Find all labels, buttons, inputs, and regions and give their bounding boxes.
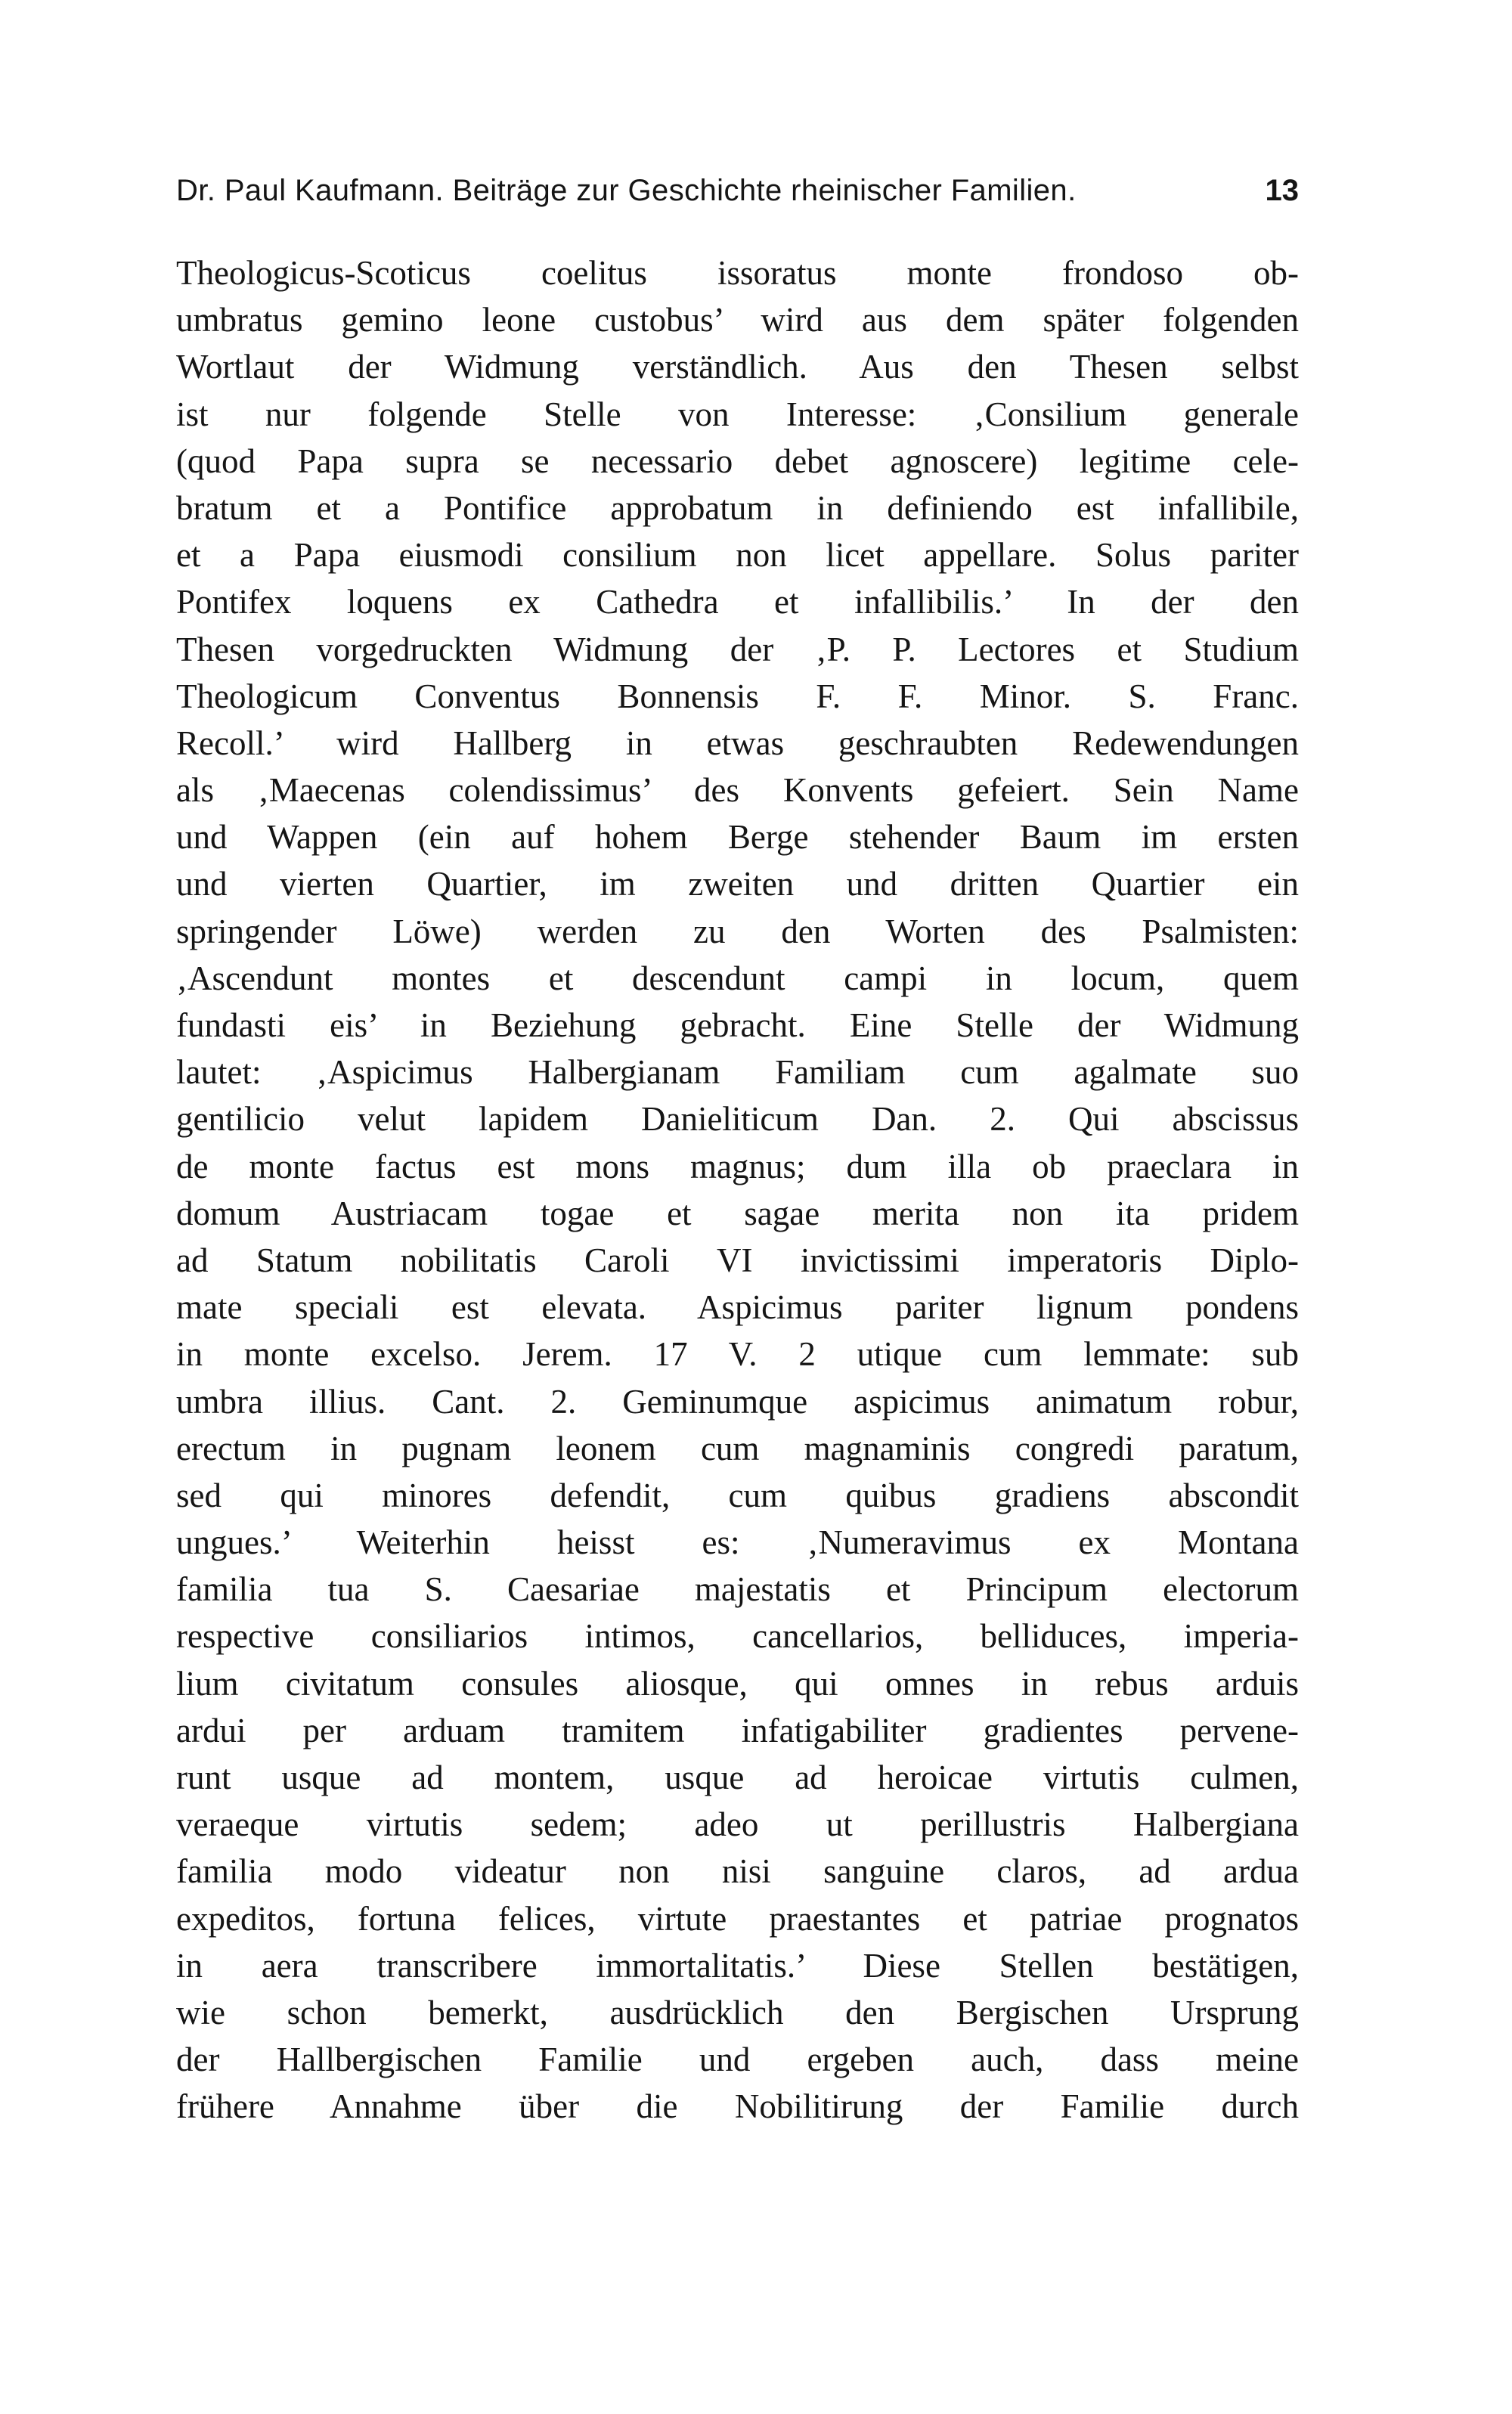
text-line: in aera transcribere immortalitatis.’ Diese Stellen bestätigen, (176, 1946, 1299, 1985)
text-line: frühere Annahme über die Nobilitirung der Familie durch (176, 2087, 1299, 2126)
text-line: wie schon bemerkt, ausdrücklich den Bergischen Ursprung (176, 1993, 1299, 2031)
page-number: 13 (1265, 174, 1299, 207)
text-line: und vierten Quartier, im zweiten und dritten Quartier ein (176, 865, 1299, 903)
text-line: expeditos, fortuna felices, virtute praestantes et patriae prognatos (176, 1899, 1299, 1938)
text-line: ungues.’ Weiterhin heisst es: ‚Numeravimus ex Montana (176, 1523, 1299, 1562)
text-line: et a Papa eiusmodi consilium non licet appellare. Solus pariter (176, 536, 1299, 575)
text-line: runt usque ad montem, usque ad heroicae virtutis culmen, (176, 1759, 1299, 1796)
text-line: mate speciali est elevata. Aspicimus pariter lignum pondens (176, 1288, 1299, 1327)
text-line: der Hallbergischen Familie und ergeben auch, dass meine (176, 2041, 1299, 2079)
text-line: Theologicus-Scoticus coelitus issoratus monte frondoso ob- (176, 254, 1299, 292)
text-line: Recoll.’ wird Hallberg in etwas geschraubten Redewendungen (176, 724, 1299, 762)
text-line: (quod Papa supra se necessario debet agnoscere) legitime cele- (176, 442, 1299, 480)
text-line: gentilicio velut lapidem Danieliticum Dan. 2. Qui abscissus (176, 1100, 1299, 1139)
text-line: respective consiliarios intimos, cancellarios, belliduces, imperia- (176, 1617, 1299, 1656)
text-line: bratum et a Pontifice approbatum in definiendo est infallibile, (176, 488, 1299, 527)
text-line: als ‚Maecenas colendissimus’ des Konvents gefeiert. Sein Name (176, 771, 1299, 810)
text-line: ‚Ascendunt montes et descendunt campi in locum, quem (176, 959, 1299, 997)
text-line: familia tua S. Caesariae majestatis et Principum electorum (176, 1570, 1299, 1609)
text-line: de monte factus est mons magnus; dum illa ob praeclara in (176, 1147, 1299, 1185)
text-line: lautet: ‚Aspicimus Halbergianam Familiam cum agalmate suo (176, 1053, 1299, 1092)
running-header (176, 168, 1299, 213)
text-line: veraeque virtutis sedem; adeo ut perillustris Halbergiana (176, 1805, 1299, 1844)
text-line: ad Statum nobilitatis Caroli VI invictissimi imperatoris Diplo- (176, 1241, 1299, 1279)
running-title: Dr. Paul Kaufmann. Beiträge zur Geschichte rheinischer Familien. (176, 174, 1077, 207)
text-line: domum Austriacam togae et sagae merita non ita pridem (176, 1194, 1299, 1232)
text-line: und Wappen (ein auf hohem Berge stehender Baum im ersten (176, 818, 1299, 857)
text-line: erectum in pugnam leonem cum magnaminis congredi paratum, (176, 1429, 1299, 1467)
text-line: ardui per arduam tramitem infatigabiliter gradientes pervene- (176, 1711, 1299, 1749)
text-line: familia modo videatur non nisi sanguine claros, ad ardua (176, 1852, 1299, 1891)
text-line: ist nur folgende Stelle von Interesse: ‚Consilium generale (176, 395, 1299, 433)
text-line: in monte excelso. Jerem. 17 V. 2 utique cum lemmate: sub (176, 1335, 1299, 1374)
text-line: fundasti eis’ in Beziehung gebracht. Eine Stelle der Widmung (176, 1006, 1299, 1044)
text-line: Theologicum Conventus Bonnensis F. F. Minor. S. Franc. (176, 677, 1299, 715)
text-line: Thesen vorgedruckten Widmung der ‚P. P. Lectores et Studium (176, 630, 1299, 668)
body-text (176, 249, 1299, 2130)
text-line: springender Löwe) werden zu den Worten des Psalmisten: (176, 912, 1299, 950)
text-line: lium civitatum consules aliosque, qui omnes in rebus arduis (176, 1664, 1299, 1703)
text-line: sed qui minores defendit, cum quibus gradiens abscondit (176, 1476, 1299, 1514)
text-line: Pontifex loquens ex Cathedra et infallibilis.’ In der den (176, 583, 1299, 621)
text-line: Wortlaut der Widmung verständlich. Aus den Thesen selbst (176, 348, 1299, 386)
text-line: umbra illius. Cant. 2. Geminumque aspicimus animatum robur, (176, 1382, 1299, 1421)
text-line: umbratus gemino leone custobus’ wird aus dem später folgenden (176, 301, 1299, 339)
